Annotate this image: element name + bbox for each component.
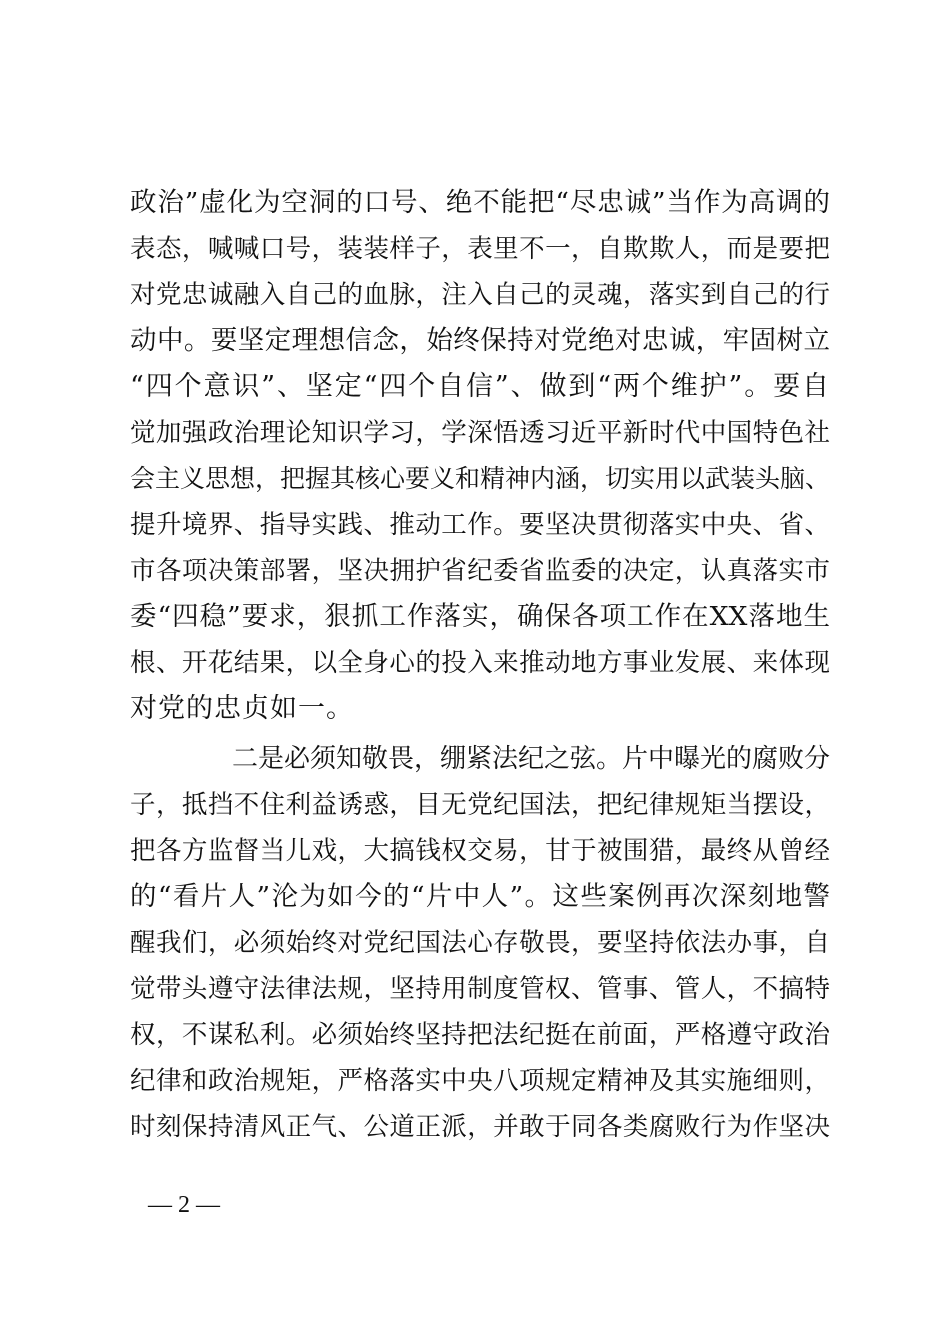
text-line: 觉带头遵守法律法规，坚持用制度管权、管事、管人，不搞特 <box>130 974 830 1004</box>
text-line: 会主义思想，把握其核心要义和精神内涵，切实用以武装头脑、 <box>130 464 831 493</box>
text-line: 动中。要坚定理想信念，始终保持对党绝对忠诚，牢固树立 <box>130 325 830 356</box>
text-line: 把各方监督当儿戏，大搞钱权交易，甘于被围猎，最终从曾经 <box>130 836 830 866</box>
text-line: 子，抵挡不住利益诱惑，目无党纪国法，把纪律规矩当摆设， <box>130 790 830 820</box>
text-line: 对党的忠贞如一。 <box>130 693 354 724</box>
text-line: 觉加强政治理论知识学习，学深悟透习近平新时代中国特色社 <box>130 418 830 448</box>
paragraph-heading-line: 二是必须知敬畏，绷紧法纪之弦。片中曝光的腐败分 <box>232 744 831 774</box>
text-line: 政治”虚化为空洞的口号、绝不能把“尽忠诚”当作为高调的 <box>130 187 830 218</box>
text-line: 对党忠诚融入自己的血脉，注入自己的灵魂，落实到自己的行 <box>130 280 830 310</box>
text-line: 表态，喊喊口号，装装样子，表里不一，自欺欺人，而是要把 <box>130 234 830 264</box>
text-line: 权，不谋私利。必须始终坚持把法纪挺在前面，严格遵守政治 <box>130 1020 830 1050</box>
text-line: 委“四稳”要求，狠抓工作落实，确保各项工作在XX落地生 <box>130 601 830 632</box>
text-line: 的“看片人”沦为如今的“片中人”。这些案例再次深刻地警 <box>130 881 830 912</box>
text-line: 市各项决策部署，坚决拥护省纪委省监委的决定，认真落实市 <box>130 556 830 586</box>
text-line: 根、开花结果，以全身心的投入来推动地方事业发展、来体现 <box>130 648 830 678</box>
text-line: 提升境界、指导实践、推动工作。要坚决贯彻落实中央、省、 <box>130 510 830 540</box>
page-number: — 2 — <box>148 1192 220 1218</box>
text-line: “四个意识”、坚定“四个自信”、做到“两个维护”。要自 <box>130 371 830 402</box>
text-line: 醒我们，必须始终对党纪国法心存敬畏，要坚持依法办事，自 <box>130 928 830 958</box>
text-line: 时刻保持清风正气、公道正派，并敢于同各类腐败行为作坚决 <box>130 1112 830 1142</box>
text-line: 纪律和政治规矩，严格落实中央八项规定精神及其实施细则， <box>130 1066 830 1096</box>
